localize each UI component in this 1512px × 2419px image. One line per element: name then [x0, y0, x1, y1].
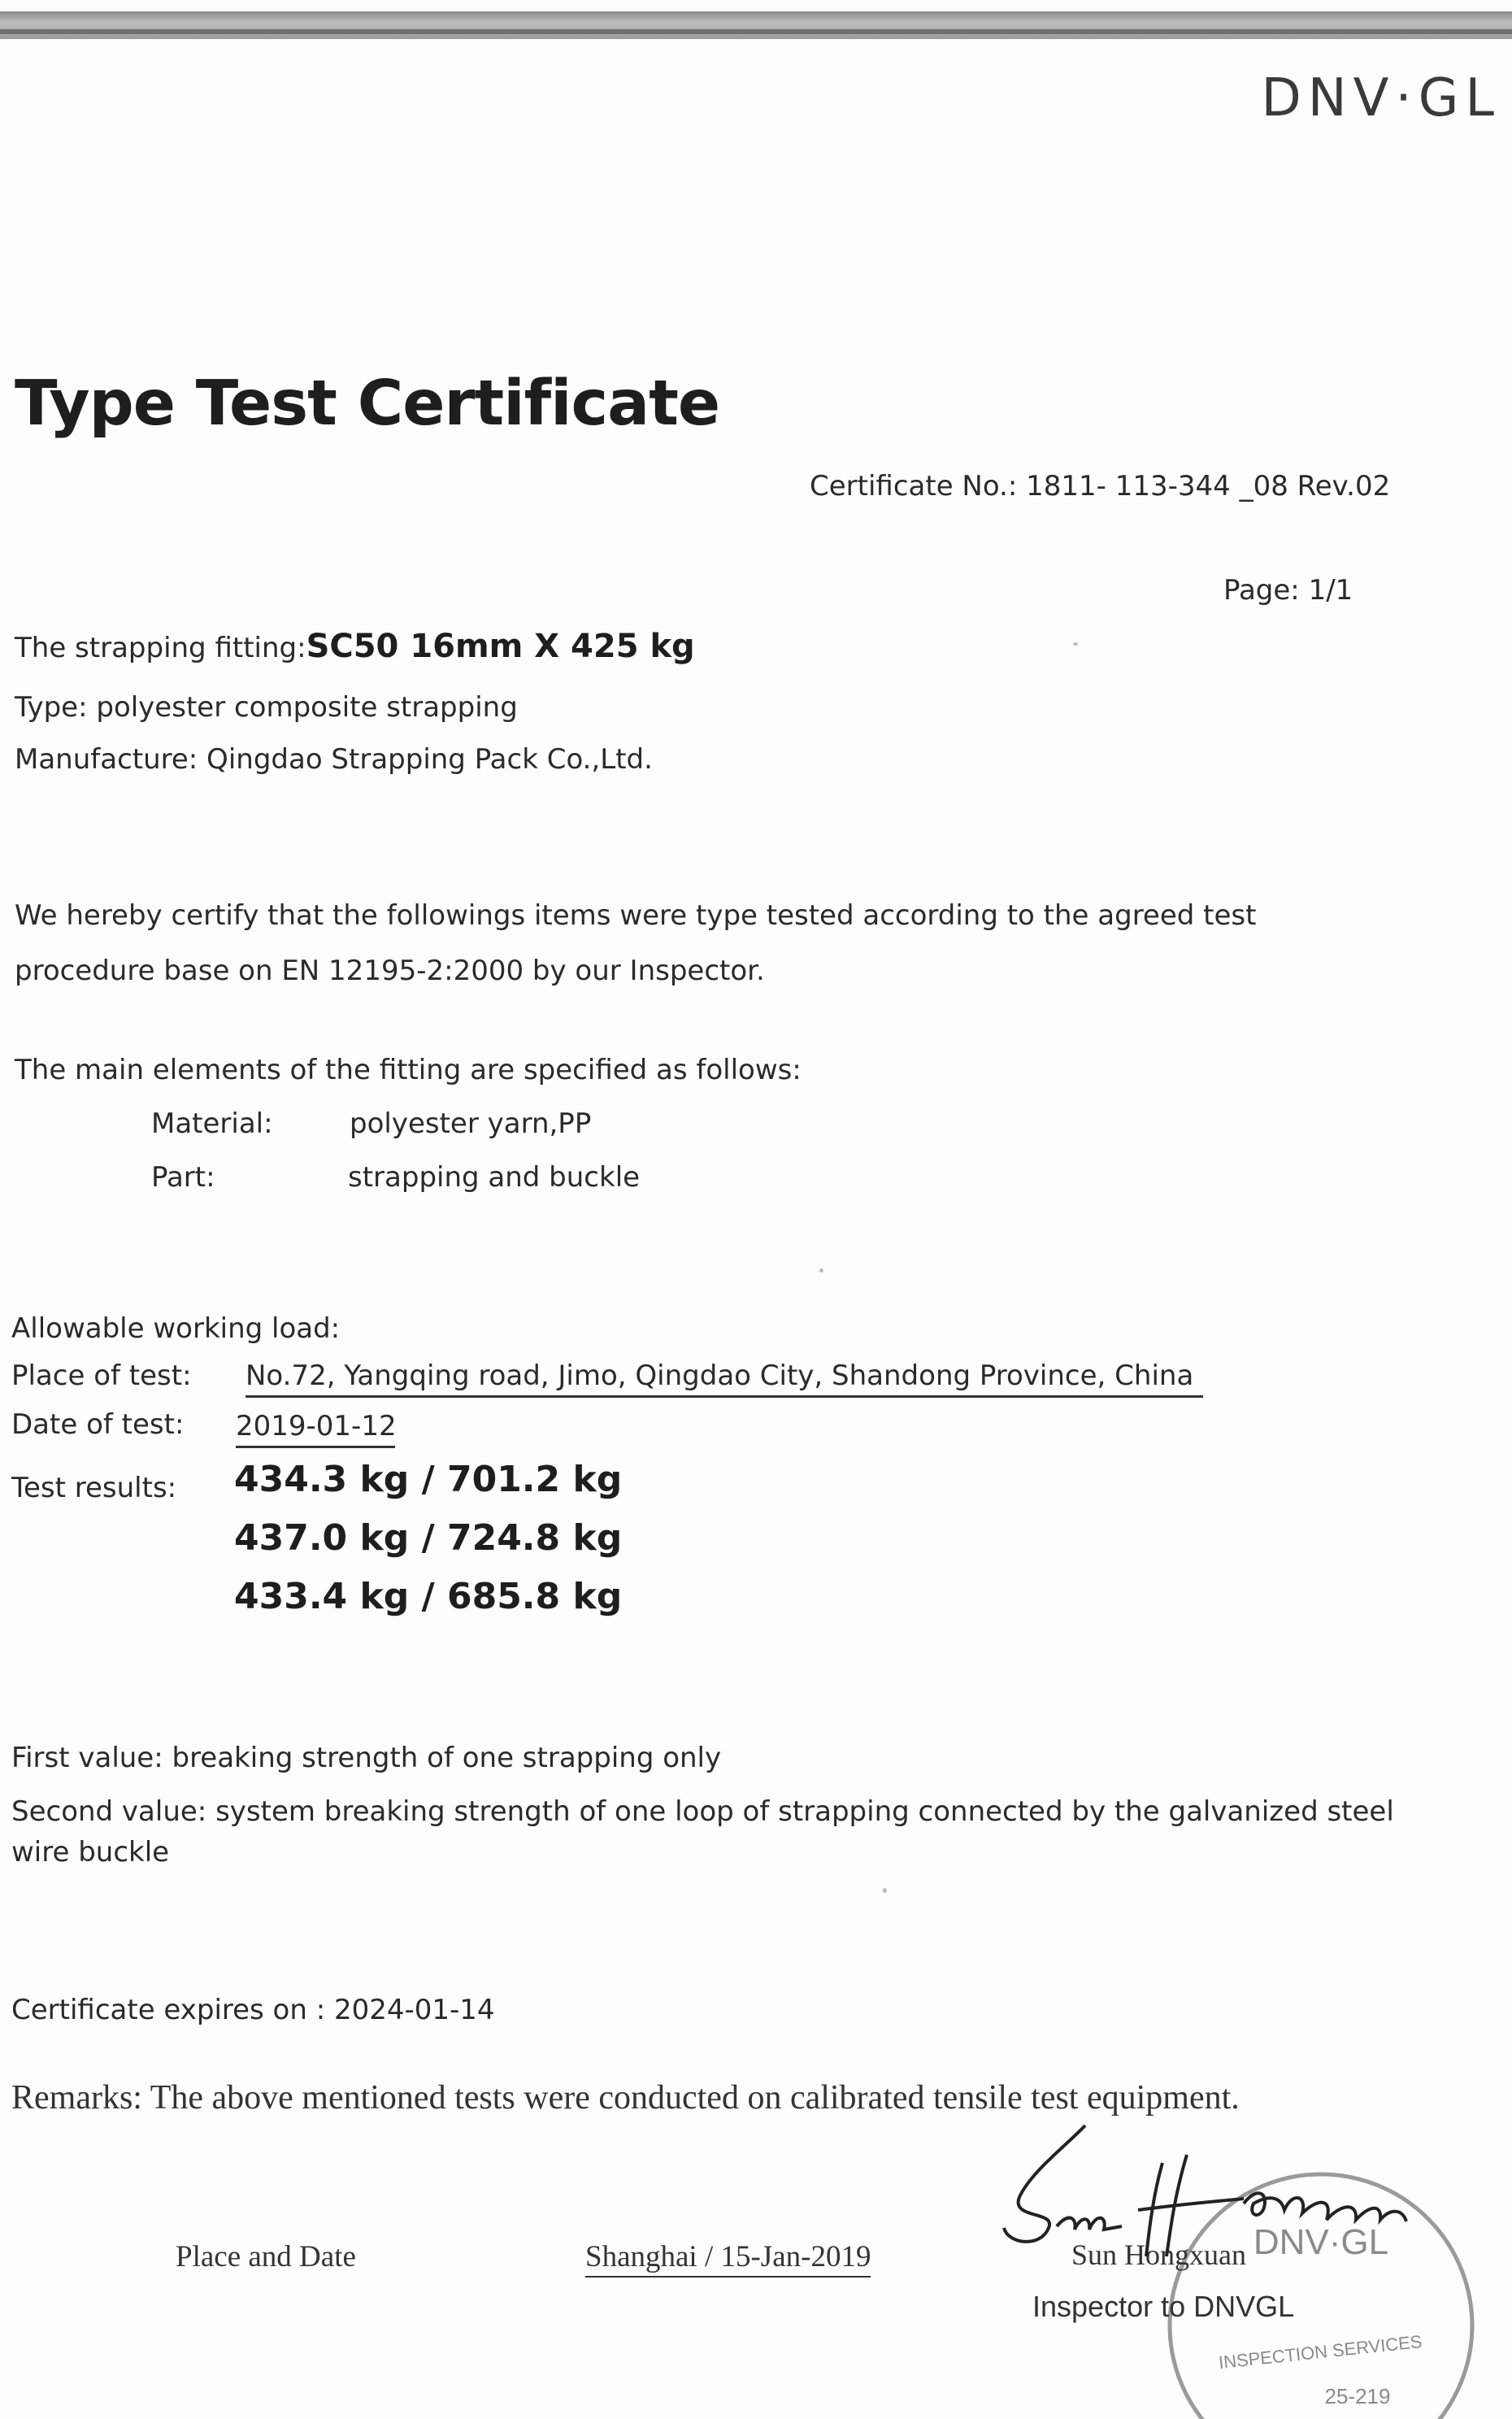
second-value-note-2: wire buckle	[11, 1836, 170, 1869]
test-result-1: 434.3 kg / 701.2 kg	[234, 1459, 623, 1500]
fitting-value: SC50 16mm X 425 kg	[306, 628, 695, 665]
inspector-title: Inspector to DNVGL	[1032, 2290, 1295, 2323]
certify-line-1: We hereby certify that the followings items were type tested according to the agreed test	[15, 899, 1257, 932]
manufacture-line: Manufacture: Qingdao Strapping Pack Co.,Ltd.	[15, 743, 653, 776]
certify-line-2: procedure base on EN 12195-2:2000 by our Inspector.	[15, 955, 765, 987]
certificate-number: Certificate No.: 1811- 113-344 _08 Rev.02	[810, 470, 1391, 503]
remarks: Remarks: The above mentioned tests were conducted on calibrated tensile test equipment.	[11, 2079, 1240, 2117]
second-value-note-1: Second value: system breaking strength of one loop of strapping connected by the galvanized steel	[11, 1795, 1394, 1828]
material-label: Material:	[151, 1107, 273, 1140]
stamp-brand: DNV·GL	[1253, 2222, 1389, 2262]
allowable-load-label: Allowable working load:	[11, 1312, 341, 1345]
inspector-name: Sun Hongxuan	[1071, 2238, 1246, 2271]
place-and-date-value: Shanghai / 15-Jan-2019	[585, 2239, 871, 2278]
fitting-label: The strapping fitting:	[15, 632, 306, 664]
scan-speck	[1073, 642, 1078, 646]
first-value-note: First value: breaking strength of one strapping only	[11, 1742, 722, 1774]
part-label: Part:	[151, 1161, 215, 1194]
place-of-test-value: No.72, Yangqing road, Jimo, Qingdao City, Shandong Province, China	[245, 1360, 1203, 1398]
brand-logo: DNV·GL	[1261, 68, 1501, 128]
top-border-bar	[0, 11, 1512, 39]
test-result-2: 437.0 kg / 724.8 kg	[234, 1517, 623, 1559]
test-results-label: Test results:	[11, 1472, 177, 1504]
stamp-service: INSPECTION SERVICES	[1217, 2330, 1423, 2373]
page-title: Type Test Certificate	[15, 368, 720, 440]
material-value: polyester yarn,PP	[350, 1107, 592, 1140]
scan-speck	[883, 1888, 887, 1893]
elements-intro: The main elements of the fitting are specified as follows:	[15, 1054, 802, 1086]
scan-speck	[819, 1268, 823, 1273]
fitting-line	[15, 628, 695, 665]
handwritten-signature	[1000, 2114, 1423, 2269]
expiry-date: Certificate expires on : 2024-01-14	[11, 1994, 495, 2026]
part-value: strapping and buckle	[348, 1161, 641, 1194]
date-of-test-value: 2019-01-12	[236, 1410, 395, 1448]
type-line: Type: polyester composite strapping	[15, 691, 518, 724]
date-of-test-label: Date of test:	[11, 1408, 185, 1441]
page-number: Page: 1/1	[1223, 574, 1353, 607]
test-result-3: 433.4 kg / 685.8 kg	[234, 1576, 623, 1617]
stamp-number: 25-219	[1324, 2384, 1391, 2408]
place-of-test-label: Place of test:	[11, 1360, 192, 1392]
place-and-date-label: Place and Date	[176, 2240, 356, 2273]
